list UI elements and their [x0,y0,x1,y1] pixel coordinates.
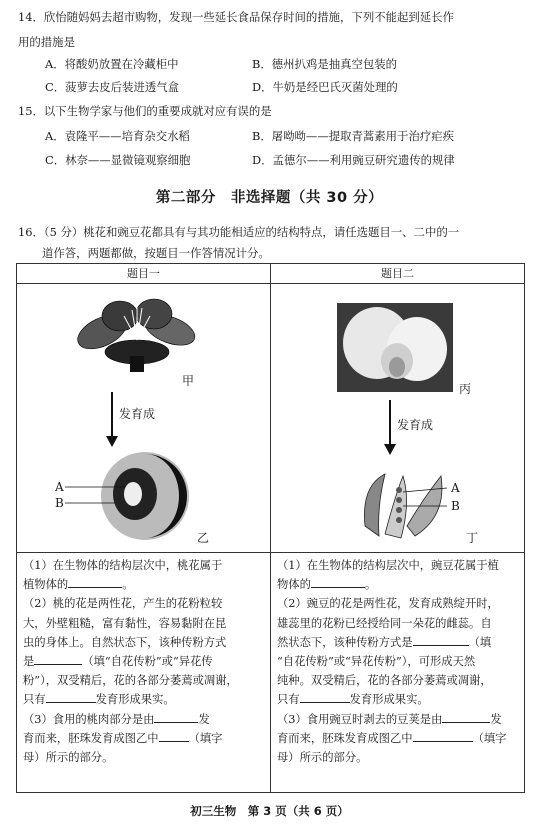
t2-line3: （2）豌豆的花是两性花，发育成熟绽开时， [277,597,499,611]
t2-answer-blank-3[interactable] [300,690,350,703]
t1-text: （填“自花传粉”或“异花传 [82,655,213,669]
q16-figure-2 [271,284,525,553]
t2-answer-blank-2[interactable] [413,633,469,646]
t1-line2 [23,575,265,594]
t2-line7: 纯种。双受精后，花的各部分萎蔫或凋谢， [277,674,492,688]
fig2-label-b: B [451,499,460,513]
t1-line11: 母）所示的部分。 [23,751,114,765]
t1-text: 是 [23,655,35,669]
t2-line9 [277,710,519,729]
q14-option-b: B．德州扒鸡是抽真空包装的 [252,57,398,71]
t2-line10 [277,729,519,748]
t2-text: 育而来，胚珠发育成图乙中 [277,731,413,745]
t1-text: （3）食用的桃肉部分是由 [23,712,155,726]
fig1-pointer-lines [65,484,135,506]
t2-text: （填字 [472,731,507,745]
q16-topic1-questions [17,553,271,793]
t1-line8 [23,690,265,709]
t1-line5: 虫的身体上。自然状态下，该种传粉方式 [23,635,227,649]
t1-text: 植物体的 [23,578,69,592]
t1-text: 育而来，胚珠发育成图乙中 [23,731,159,745]
t1-line3: （2）桃的花是两性花，产生的花粉粒较 [23,597,223,611]
t1-answer-blank-5[interactable] [159,729,189,742]
fig1-label-yi: 乙 [197,531,210,545]
t2-text: 物体的 [277,578,311,592]
q16-topic2-questions [271,553,525,793]
t1-text: 发育形成果实。 [95,693,175,707]
q14-option-c: C．菠萝去皮后装进透气盒 [45,80,180,94]
q15-option-d: D．孟德尔——利用豌豆研究遗传的规律 [252,153,455,167]
fig2-label-ding: 丁 [466,531,479,545]
t1-answer-blank-2[interactable] [34,652,82,665]
pea-flower-photo [337,303,453,392]
q14-stem-line2: 用的措施是 [18,35,75,49]
t2-answer-blank-1[interactable] [311,575,365,588]
q15-option-c: C．林奈——显微镜观察细胞 [45,153,191,167]
t2-answer-blank-5[interactable] [413,729,473,742]
q16-stem-line1: 16．（5 分）桃花和豌豆花都具有与其功能相适应的结构特点，请任选题目一、二中的一 [18,225,460,239]
q16-figure-1 [17,284,271,553]
q14-option-a: A．将酸奶放置在冷藏柜中 [45,57,179,71]
t1-answer-blank-3[interactable] [46,690,96,703]
t1-answer-blank-4[interactable] [154,710,198,723]
q15-option-b: B．屠呦呦——提取青蒿素用于治疗疟疾 [252,129,455,143]
t2-text: 发 [490,712,502,726]
q16-header-1: 题目一 [17,264,271,284]
fig2-arrow-text: 发育成 [397,418,434,432]
t2-text: （填 [468,635,492,649]
t1-line4: 大，外壁粗糙，富有黏性，容易黏附在昆 [23,616,227,630]
fig1-label-a: A [55,480,64,494]
t2-line2 [277,575,519,594]
fig1-label-b: B [55,496,64,510]
t2-text: 只有 [277,693,300,707]
t1-text: 发 [198,712,210,726]
fig2-arrow-down-icon [383,400,397,456]
q16-table [16,263,525,793]
t1-line1: （1）在生物体的结构层次中，桃花属于 [23,559,223,572]
t1-line6 [23,652,265,671]
t2-text: 然状态下，该种传粉方式是 [277,635,413,649]
t1-answer-blank-1[interactable] [68,575,122,588]
q14-stem-line1: 14．欣怡随妈妈去超市购物，发现一些延长食品保存时间的措施，下列不能起到延长作 [18,10,454,24]
pea-pod-illustration [355,466,451,546]
t2-line5 [277,633,519,652]
t1-text: 。 [122,578,134,592]
peach-flower-illustration [72,294,202,374]
fig1-label-jia: 甲 [182,374,195,388]
t2-line1: （1）在生物体的结构层次中，豌豆花属于植 [277,559,499,572]
t2-answer-blank-4[interactable] [442,710,490,723]
q15-stem: 15．以下生物学家与他们的重要成就对应有误的是 [18,104,272,118]
t2-text: 。 [364,578,377,592]
t1-line10 [23,729,265,748]
t2-line6: “自花传粉”或“异花传粉”），可形成天然 [277,655,476,669]
t2-line11: 母）所示的部分。 [277,751,368,765]
t1-text: 只有 [23,693,46,707]
t2-text: （3）食用豌豆时剥去的豆荚是由 [277,712,443,726]
page-footer: 初三生物 第 3 页（共 6 页） [190,804,349,818]
q16-stem-line2: 道作答，两题都做，按题目一作答情况计分。 [42,246,270,260]
t2-text: 发育形成果实。 [349,693,429,707]
q15-option-a: A．袁隆平——培育杂交水稻 [45,129,190,143]
q14-option-d: D．牛奶是经巴氏灭菌处理的 [252,80,398,94]
t1-text: （填字 [188,731,223,745]
fig1-arrow-text: 发育成 [119,407,156,421]
fig2-label-bing: 丙 [459,382,472,396]
fig2-label-a: A [451,481,460,495]
q16-header-2: 题目二 [271,264,525,284]
t2-line8 [277,690,519,709]
section-title: 第二部分 非选择题（共 30 分） [155,190,384,206]
fig1-arrow-down-icon [105,392,119,448]
t1-line9 [23,710,265,729]
t1-line7: 粉”），双受精后，花的各部分萎蔫或凋谢， [23,674,238,688]
t2-line4: 雄蕊里的花粉已经授给同一朵花的雌蕊。自 [277,616,492,630]
